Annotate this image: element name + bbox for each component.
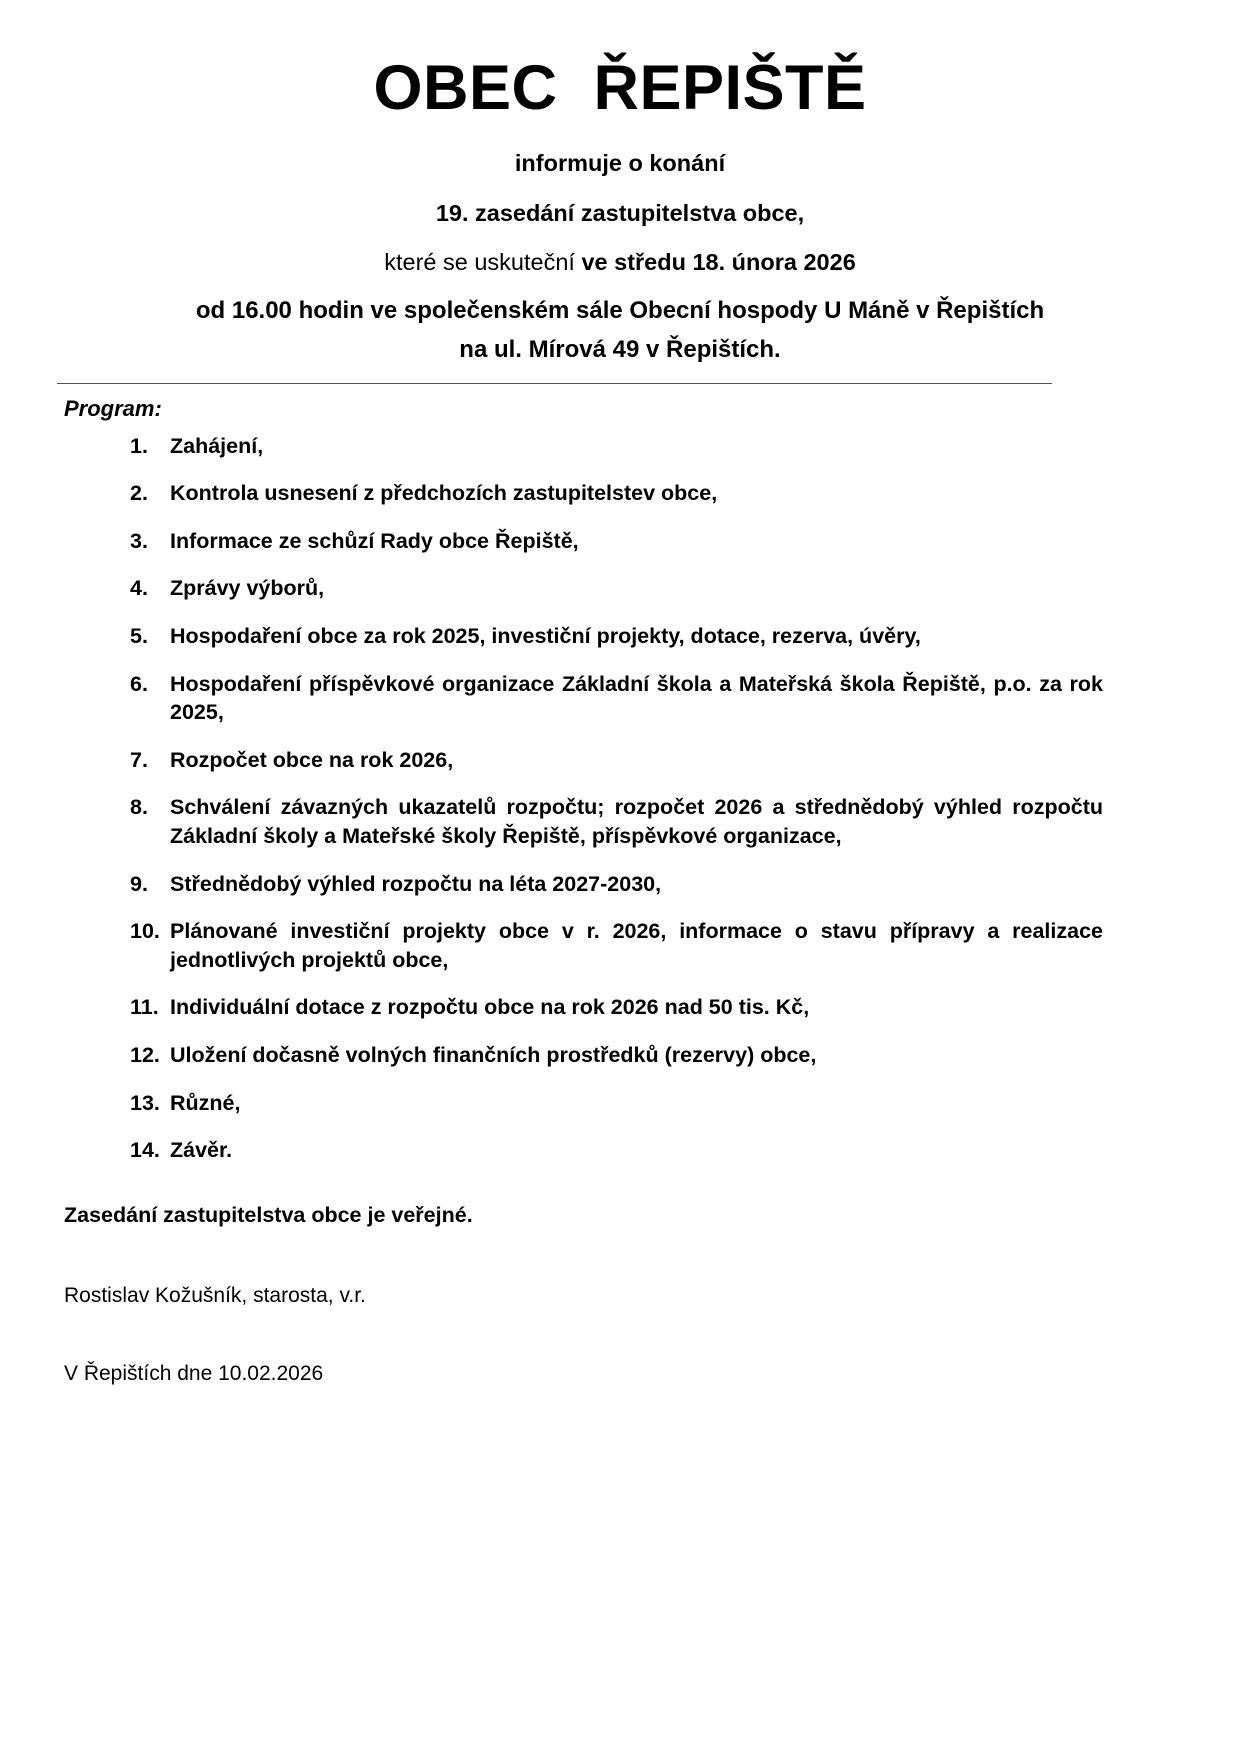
- program-heading: Program:: [64, 395, 162, 421]
- header-meeting-line: 19. zasedání zastupitelstva obce,: [435, 199, 805, 226]
- program-item: [130, 670, 1103, 727]
- program-item-text: Hospodaření obce za rok 2025, investiční projekty, dotace, rezerva, úvěry,: [170, 624, 921, 649]
- program-item-number: 10.: [130, 919, 160, 944]
- closing-section: [0, 1203, 1240, 1386]
- program-section: [0, 396, 1240, 1165]
- program-item-text: Hospodaření příspěvkové organizace Základní škola a Mateřská škola Řepiště, p.o. za rok 2025,: [170, 671, 1103, 725]
- program-item-number: 2.: [130, 481, 148, 506]
- program-item: [130, 479, 1103, 508]
- header-when-date: ve středu 18. února 2026: [581, 248, 856, 275]
- page-title: OBEC ŘEPIŠTĚ: [373, 53, 867, 123]
- program-item-text: Zprávy výborů,: [170, 576, 325, 601]
- program-item-number: 14.: [130, 1138, 160, 1163]
- program-item: [130, 746, 1103, 775]
- header-when-prefix: které se uskuteční: [384, 248, 582, 275]
- header-where-line-2: na ul. Mírová 49 v Řepištích.: [459, 336, 781, 364]
- header-when-line: [95, 246, 1145, 278]
- program-item-text: Uložení dočasně volných finančních prostředků (rezervy) obce,: [170, 1042, 817, 1067]
- header-where-line-1: od 16.00 hodin ve společenském sále Obecní hospody U Máně v Řepištích: [195, 297, 1045, 325]
- program-item-number: 11.: [130, 995, 159, 1020]
- program-item: [130, 527, 1103, 556]
- header-divider: [57, 383, 1052, 384]
- program-item-text: Zahájení,: [170, 433, 264, 458]
- program-item: [130, 574, 1103, 603]
- program-item-number: 5.: [130, 624, 148, 649]
- program-item-number: 9.: [130, 871, 148, 896]
- program-item: [130, 622, 1103, 651]
- program-item-text: Informace ze schůzí Rady obce Řepiště,: [170, 528, 579, 553]
- program-item-text: Individuální dotace z rozpočtu obce na rok 2026 nad 50 tis. Kč,: [170, 995, 810, 1020]
- program-item: [130, 1041, 1103, 1070]
- program-item-number: 13.: [130, 1090, 160, 1115]
- program-item-text: Plánované investiční projekty obce v r. 2026, informace o stavu přípravy a realizace jednotlivých projektů obce,: [170, 919, 1103, 972]
- program-item-number: 3.: [130, 528, 148, 553]
- public-meeting-note: Zasedání zastupitelstva obce je veřejné.: [64, 1202, 473, 1227]
- program-list: [64, 432, 1145, 1165]
- program-item-text: Různé,: [170, 1090, 241, 1115]
- program-item-text: Rozpočet obce na rok 2026,: [170, 747, 454, 772]
- signature-line: Rostislav Kožušník, starosta, v.r.: [64, 1283, 366, 1307]
- program-item: [130, 793, 1103, 850]
- program-item: [130, 432, 1103, 461]
- document-header: [0, 0, 1240, 367]
- program-item-text: Kontrola usnesení z předchozích zastupitelstev obce,: [170, 481, 718, 506]
- program-item-number: 4.: [130, 576, 148, 601]
- place-and-date: V Řepištích dne 10.02.2026: [64, 1361, 324, 1385]
- program-item-number: 7.: [130, 747, 148, 772]
- program-item: [130, 1136, 1103, 1165]
- program-item-number: 8.: [130, 795, 148, 820]
- program-item-text: Schválení závazných ukazatelů rozpočtu; rozpočet 2026 a střednědobý výhled rozpočtu Základní školy a Mateřské školy Řepiště, příspěvkové organizace,: [170, 795, 1103, 848]
- program-item: [130, 1089, 1103, 1118]
- program-item-number: 1.: [130, 433, 148, 458]
- program-item: [130, 993, 1103, 1022]
- program-item-text: Závěr.: [170, 1138, 233, 1163]
- program-item: [130, 917, 1103, 974]
- program-item-number: 12.: [130, 1042, 160, 1067]
- program-item-text: Střednědobý výhled rozpočtu na léta 2027-2030,: [170, 871, 662, 896]
- header-subtitle: informuje o konání: [514, 150, 726, 177]
- program-item: [130, 870, 1103, 899]
- program-item-number: 6.: [130, 671, 148, 696]
